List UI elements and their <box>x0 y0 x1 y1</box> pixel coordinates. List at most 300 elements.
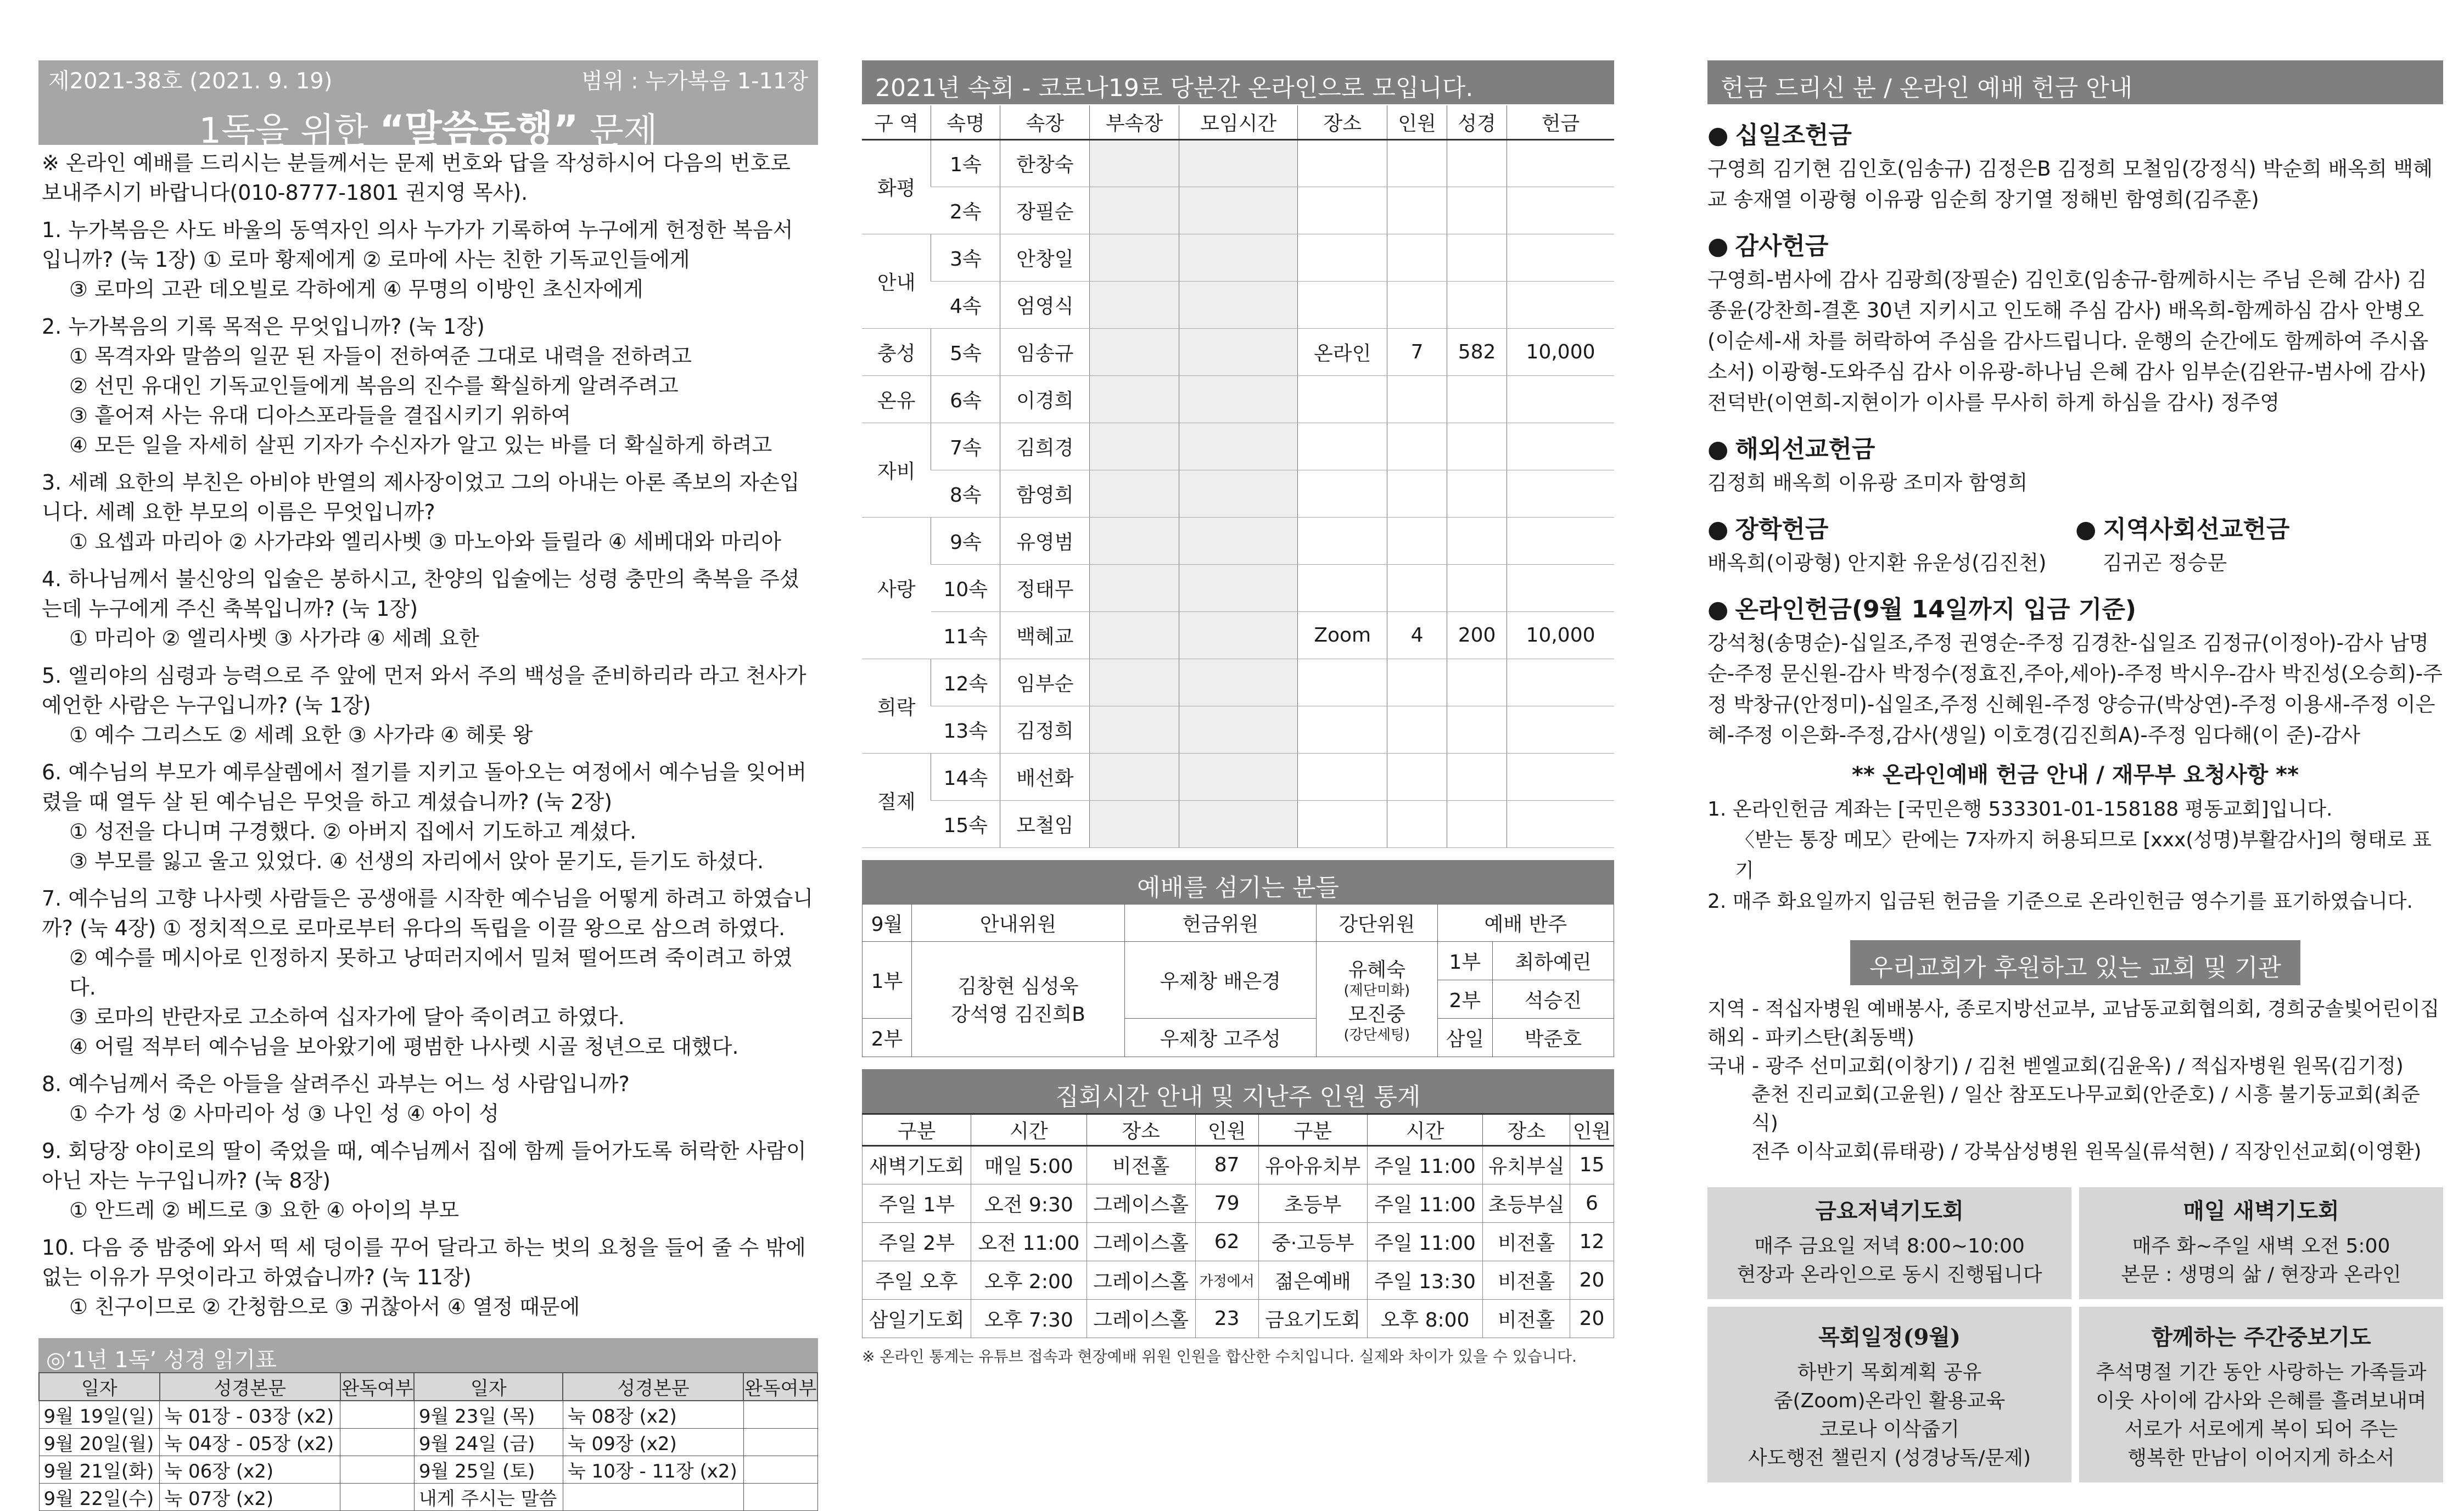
mission-heading: ● 해외선교헌금 <box>1707 429 2443 464</box>
servers-altar <box>1316 941 1437 1057</box>
quiz-body <box>38 145 818 1322</box>
sok-header-cell: 부속장 <box>1090 105 1179 139</box>
info-box-title: 매일 새벽기도회 <box>2183 1198 2339 1224</box>
stats-cell: 주일 11:00 <box>1367 1222 1482 1261</box>
sok-bible <box>1447 800 1507 847</box>
reading-row <box>39 1484 817 1511</box>
sok-row <box>862 281 1614 328</box>
stats-cell: 주일 11:00 <box>1367 1145 1482 1184</box>
sok-header-row <box>862 105 1614 139</box>
sok-time <box>1179 706 1297 753</box>
local-list: 김귀곤 정승문 <box>2103 551 2227 575</box>
reading-cell: 눅 09장 (x2) <box>563 1429 743 1456</box>
sok-leader: 한창숙 <box>1000 139 1090 187</box>
sok-place <box>1298 659 1387 706</box>
sok-subleader <box>1090 328 1179 375</box>
stats-cell: 비전홀 <box>1483 1222 1570 1261</box>
sok-place: Zoom <box>1298 611 1387 659</box>
sok-place <box>1298 423 1387 470</box>
reading-plan-table <box>38 1372 818 1511</box>
sok-banner: 2021년 속회 - 코로나19로 당분간 온라인으로 모입니다. <box>862 60 1614 104</box>
support-domestic-2: 춘천 진리교회(고윤원) / 일산 참포도나무교회(안준호) / 시흥 불기둥교회(최준식) <box>1751 1083 2420 1134</box>
stats-cell: 주일 13:30 <box>1367 1261 1482 1299</box>
sok-group-name: 자비 <box>862 423 931 517</box>
stats-cell: 62 <box>1195 1222 1258 1261</box>
info-box-line: 매주 화~주일 새벽 오전 5:00 <box>2132 1235 2390 1257</box>
sok-count <box>1387 659 1447 706</box>
sok-row <box>862 800 1614 847</box>
guide-line-1b: 〈받는 통장 메모〉란에는 7자까지 허용되므로 [xxx(성명)부활감사]의 형태로 표기 <box>1735 829 2432 882</box>
sok-subleader <box>1090 234 1179 281</box>
servers-part1: 1부 <box>863 941 912 1018</box>
question-option: ① 안드레 ② 베드로 ③ 요한 ④ 아이의 부모 <box>69 1198 460 1222</box>
question-option: ④ 어릴 적부터 예수님을 보아왔기에 평범한 나사렛 시골 청년으로 대했다. <box>69 1035 739 1059</box>
question-item <box>42 884 815 1061</box>
sok-number: 11속 <box>931 611 1000 659</box>
sok-place <box>1298 281 1387 328</box>
stats-row <box>863 1222 1614 1261</box>
reading-cell: 9월 19일(일) <box>39 1401 160 1429</box>
question-item <box>42 468 815 557</box>
info-box-line: 현장과 온라인으로 동시 진행됩니다 <box>1737 1263 2042 1286</box>
stats-cell: 매일 5:00 <box>971 1145 1087 1184</box>
guide-line-2: 2. 매주 화요일까지 입금된 헌금을 기준으로 온라인헌금 영수기를 표기하였습니다. <box>1707 890 2413 913</box>
stats-header-cell: 인원 <box>1195 1114 1258 1145</box>
reading-cell <box>743 1456 817 1484</box>
piano-part: 삼일 <box>1437 1018 1492 1057</box>
question-option: ① 수가 성 ② 사마리아 성 ③ 나인 성 ④ 아이 성 <box>69 1102 500 1126</box>
sok-group-name: 안내 <box>862 234 931 328</box>
stats-cell: 79 <box>1195 1184 1258 1222</box>
sok-place <box>1298 564 1387 611</box>
sok-subleader <box>1090 470 1179 517</box>
support-local: 지역 - 적십자병원 예배봉사, 종로지방선교부, 교남동교회협의회, 경희궁솔빛어린이집 <box>1707 998 2440 1020</box>
sok-column <box>862 60 1614 1367</box>
quiz-column <box>38 60 818 1511</box>
question-option: ① 요셉과 마리아 ② 사가랴와 엘리사벳 ③ 마노아와 들릴라 ④ 세베대와 마리아 <box>69 530 781 554</box>
mission-list: 김정희 배옥희 이유광 조미자 함영희 <box>1707 471 2028 495</box>
servers-title: 예배를 섬기는 분들 <box>862 860 1614 904</box>
sok-subleader <box>1090 517 1179 564</box>
info-box-line: 추석명절 기간 동안 사랑하는 가족들과 <box>2096 1361 2427 1384</box>
sok-leader: 이경희 <box>1000 375 1090 423</box>
piano-name: 최하예린 <box>1492 941 1614 980</box>
sok-row <box>862 611 1614 659</box>
question-option: ① 성전을 다니며 구경했다. ② 아버지 집에서 기도하고 계셨다. <box>69 819 637 844</box>
stats-cell: 오후 8:00 <box>1367 1299 1482 1338</box>
sok-row <box>862 753 1614 800</box>
tithe-heading: ● 십일조헌금 <box>1707 115 2443 150</box>
sok-place <box>1298 234 1387 281</box>
stats-cell: 그레이스홀 <box>1087 1222 1195 1261</box>
sok-group-name: 희락 <box>862 659 931 753</box>
sok-bible: 200 <box>1447 611 1507 659</box>
sok-header-cell: 성경 <box>1447 105 1507 139</box>
sok-row <box>862 234 1614 281</box>
reading-cell: 9월 20일(월) <box>39 1429 160 1456</box>
stats-row <box>863 1261 1614 1299</box>
servers-h-guide: 안내위원 <box>912 904 1125 941</box>
sok-header-cell: 헌금 <box>1507 105 1614 139</box>
sok-time <box>1179 564 1297 611</box>
sok-bible <box>1447 706 1507 753</box>
sok-offering <box>1507 564 1614 611</box>
offering-guide <box>1707 794 2443 917</box>
sok-place <box>1298 706 1387 753</box>
sok-time <box>1179 517 1297 564</box>
sok-bible <box>1447 281 1507 328</box>
reading-header-cell: 성경본문 <box>160 1373 340 1401</box>
sok-number: 9속 <box>931 517 1000 564</box>
quiz-range: 범위 : 누가복음 1-11장 <box>581 69 808 94</box>
info-box <box>1707 1307 2071 1482</box>
sok-count <box>1387 800 1447 847</box>
reading-cell: 눅 04장 - 05장 (x2) <box>160 1429 340 1456</box>
sok-bible: 582 <box>1447 328 1507 375</box>
reading-cell <box>340 1456 415 1484</box>
stats-cell: 삼일기도회 <box>863 1299 971 1338</box>
stats-cell: 15 <box>1570 1145 1614 1184</box>
sok-offering <box>1507 281 1614 328</box>
info-box <box>2079 1187 2443 1299</box>
sok-group-name: 온유 <box>862 375 931 423</box>
stats-cell: 6 <box>1570 1184 1614 1222</box>
servers-h-piano: 예배 반주 <box>1437 904 1614 941</box>
sok-offering <box>1507 753 1614 800</box>
sok-bible <box>1447 470 1507 517</box>
stats-title: 집회시간 안내 및 지난주 인원 통계 <box>862 1069 1614 1113</box>
stats-cell: 12 <box>1570 1222 1614 1261</box>
sok-leader: 김희경 <box>1000 423 1090 470</box>
scholar-heading: ● 장학헌금 <box>1707 509 2075 544</box>
sok-bible <box>1447 139 1507 187</box>
question-option: ③ 로마의 반란자로 고소하여 십자가에 달아 죽이려고 하였다. <box>69 1005 625 1029</box>
sok-subleader <box>1090 139 1179 187</box>
info-box <box>2079 1307 2443 1482</box>
sok-number: 12속 <box>931 659 1000 706</box>
stats-cell: 87 <box>1195 1145 1258 1184</box>
offer-1: 우제창 배은경 <box>1124 941 1316 1018</box>
sok-leader: 임송규 <box>1000 328 1090 375</box>
stats-cell: 주일 오후 <box>863 1261 971 1299</box>
sok-count <box>1387 753 1447 800</box>
stats-cell: 주일 11:00 <box>1367 1184 1482 1222</box>
sok-time <box>1179 234 1297 281</box>
reading-cell: 내게 주시는 말씀 <box>414 1484 563 1511</box>
question-text: 6. 예수님의 부모가 예루살렘에서 절기를 지키고 돌아오는 여정에서 예수님을 잊어버렸을 때 열두 살 된 예수님은 무엇을 하고 계셨습니까? (눅 2장) <box>42 760 807 814</box>
sok-row <box>862 706 1614 753</box>
sok-place <box>1298 800 1387 847</box>
question-list <box>42 215 815 1322</box>
sok-count <box>1387 517 1447 564</box>
sok-number: 7속 <box>931 423 1000 470</box>
sok-count: 7 <box>1387 328 1447 375</box>
sok-offering <box>1507 187 1614 234</box>
sok-row <box>862 517 1614 564</box>
sok-number: 3속 <box>931 234 1000 281</box>
sok-offering <box>1507 659 1614 706</box>
reading-header-row <box>39 1373 817 1401</box>
reading-cell <box>743 1401 817 1429</box>
quiz-header <box>38 60 818 96</box>
sok-leader: 모철임 <box>1000 800 1090 847</box>
stats-cell: 젊은예배 <box>1258 1261 1367 1299</box>
sok-time <box>1179 800 1297 847</box>
offering-banner: 헌금 드리신 분 / 온라인 예배 헌금 안내 <box>1707 60 2443 104</box>
reading-cell: 눅 10장 - 11장 (x2) <box>563 1456 743 1484</box>
sok-bible <box>1447 234 1507 281</box>
stats-header-cell: 인원 <box>1570 1114 1614 1145</box>
sok-offering: 10,000 <box>1507 328 1614 375</box>
stats-note: ※ 온라인 통계는 유튜브 접속과 현장예배 위원 인원을 합산한 수치입니다. 실제와 차이가 있을 수 있습니다. <box>862 1347 1577 1366</box>
reading-header-cell: 일자 <box>39 1373 160 1401</box>
sok-header-cell: 인원 <box>1387 105 1447 139</box>
question-option: ① 친구이므로 ② 간청함으로 ③ 귀찮아서 ④ 열정 때문에 <box>69 1295 580 1319</box>
sok-row <box>862 139 1614 187</box>
sok-bible <box>1447 517 1507 564</box>
question-option: ① 예수 그리스도 ② 세례 요한 ③ 사가랴 ④ 헤롯 왕 <box>69 723 533 747</box>
sok-time <box>1179 470 1297 517</box>
sok-subleader <box>1090 564 1179 611</box>
sok-count <box>1387 564 1447 611</box>
stats-cell: 주일 1부 <box>863 1184 971 1222</box>
sok-time <box>1179 659 1297 706</box>
sok-count <box>1387 187 1447 234</box>
reading-cell: 눅 08장 (x2) <box>563 1401 743 1429</box>
online-heading: ● 온라인헌금(9월 14일까지 입금 기준) <box>1707 589 2443 625</box>
question-item <box>42 215 815 304</box>
reading-cell <box>743 1429 817 1456</box>
reading-row <box>39 1429 817 1456</box>
support-banner: 우리교회가 후원하고 있는 교회 및 기관 <box>1850 940 2300 985</box>
question-text: 8. 예수님께서 죽은 아들을 살려주신 과부는 어느 성 사람입니까? <box>42 1072 630 1096</box>
stats-header-cell: 구분 <box>1258 1114 1367 1145</box>
info-box-line: 매주 금요일 저녁 8:00~10:00 <box>1754 1235 2025 1257</box>
sok-time <box>1179 611 1297 659</box>
support-list <box>1707 995 2443 1166</box>
sok-time <box>1179 753 1297 800</box>
reading-cell <box>563 1484 743 1511</box>
servers-h-month: 9월 <box>863 904 912 941</box>
sok-leader: 임부순 <box>1000 659 1090 706</box>
question-option: ③ 흩어져 사는 유대 디아스포라들을 결집시키기 위하여 <box>69 403 572 428</box>
issue-number: 제2021-38호 (2021. 9. 19) <box>48 69 333 94</box>
stats-cell: 오전 11:00 <box>971 1222 1087 1261</box>
sok-header-cell: 속명 <box>931 105 1000 139</box>
reading-cell: 9월 25일 (토) <box>414 1456 563 1484</box>
question-item <box>42 312 815 460</box>
stats-cell: 유치부실 <box>1483 1145 1570 1184</box>
altar-1: 유혜숙 <box>1348 959 1405 981</box>
question-option: ④ 모든 일을 자세히 살핀 기자가 수신자가 알고 있는 바를 더 확실하게 하려고 <box>69 433 772 457</box>
sok-offering <box>1507 517 1614 564</box>
sok-header-cell: 모임시간 <box>1179 105 1297 139</box>
sok-number: 15속 <box>931 800 1000 847</box>
sok-subleader <box>1090 800 1179 847</box>
sok-row <box>862 659 1614 706</box>
sok-table <box>862 105 1614 848</box>
reading-row <box>39 1401 817 1429</box>
piano-name: 박준호 <box>1492 1018 1614 1057</box>
sok-place <box>1298 187 1387 234</box>
guide-line-1: 1. 온라인헌금 계좌는 [국민은행 533301-01-158188 평동교회]입니다. <box>1707 798 2333 821</box>
info-box-title: 함께하는 주간중보기도 <box>2151 1324 2371 1350</box>
sok-row <box>862 470 1614 517</box>
sok-bible <box>1447 187 1507 234</box>
sok-bible <box>1447 423 1507 470</box>
info-box <box>1707 1187 2071 1299</box>
quiz-title-post: 문제 <box>589 111 658 151</box>
sok-place <box>1298 517 1387 564</box>
sok-count <box>1387 281 1447 328</box>
stats-table <box>862 1113 1614 1338</box>
question-option: ② 선민 유대인 기독교인들에게 복음의 진수를 확실하게 알려주려고 <box>69 374 679 398</box>
scholar-local-row <box>1707 498 2443 578</box>
stats-cell: 주일 2부 <box>863 1222 971 1261</box>
sok-number: 13속 <box>931 706 1000 753</box>
question-item <box>42 661 815 750</box>
sok-subleader <box>1090 375 1179 423</box>
question-text: 5. 엘리야의 심령과 능력으로 주 앞에 먼저 와서 주의 백성을 준비하리라 라고 천사가 예언한 사람은 누구입니까? (눅 1장) <box>42 664 807 717</box>
reading-header-cell: 완독여부 <box>743 1373 817 1401</box>
sok-count <box>1387 234 1447 281</box>
sok-number: 5속 <box>931 328 1000 375</box>
sok-place <box>1298 375 1387 423</box>
sok-count <box>1387 423 1447 470</box>
reading-cell <box>340 1429 415 1456</box>
sok-leader: 김정희 <box>1000 706 1090 753</box>
sok-subleader <box>1090 753 1179 800</box>
sok-row <box>862 564 1614 611</box>
stats-cell: 23 <box>1195 1299 1258 1338</box>
sok-leader: 백혜교 <box>1000 611 1090 659</box>
question-text: 4. 하나님께서 불신앙의 입술은 봉하시고, 찬양의 입술에는 성령 충만의 축복을 주셨는데 누구에게 주신 축복입니까? (눅 1장) <box>42 567 800 621</box>
sok-time <box>1179 328 1297 375</box>
sok-leader: 안창일 <box>1000 234 1090 281</box>
reading-cell: 9월 22일(수) <box>39 1484 160 1511</box>
stats-cell: 그레이스홀 <box>1087 1184 1195 1222</box>
sok-offering <box>1507 375 1614 423</box>
sok-leader: 배선화 <box>1000 753 1090 800</box>
sok-subleader <box>1090 706 1179 753</box>
sok-group-name: 사랑 <box>862 517 931 659</box>
sok-count <box>1387 375 1447 423</box>
stats-cell: 비전홀 <box>1483 1299 1570 1338</box>
sok-number: 4속 <box>931 281 1000 328</box>
sok-place <box>1298 139 1387 187</box>
reading-header-cell: 성경본문 <box>563 1373 743 1401</box>
sok-offering: 10,000 <box>1507 611 1614 659</box>
question-option: ① 목격자와 말씀의 일꾼 된 자들이 전하여준 그대로 내력을 전하려고 <box>69 344 692 368</box>
servers-part2: 2부 <box>863 1018 912 1057</box>
sok-leader: 정태무 <box>1000 564 1090 611</box>
sok-place <box>1298 753 1387 800</box>
sok-bible <box>1447 659 1507 706</box>
info-box-title: 금요저녁기도회 <box>1815 1198 1964 1224</box>
stats-cell: 초등부실 <box>1483 1184 1570 1222</box>
reading-cell <box>340 1401 415 1429</box>
offer-2: 우제창 고주성 <box>1124 1018 1316 1057</box>
sok-place: 온라인 <box>1298 328 1387 375</box>
reading-header-cell: 완독여부 <box>340 1373 415 1401</box>
sok-time <box>1179 139 1297 187</box>
sok-number: 14속 <box>931 753 1000 800</box>
sok-group-name: 절제 <box>862 753 931 847</box>
stats-cell: 오후 2:00 <box>971 1261 1087 1299</box>
stats-row <box>863 1184 1614 1222</box>
guide-2: 강석영 김진희B <box>951 1003 1085 1026</box>
sok-header-cell: 구 역 <box>862 105 931 139</box>
info-box-line: 서로가 서로에게 복이 되어 주는 <box>2124 1418 2398 1441</box>
stats-row <box>863 1145 1614 1184</box>
question-text: 10. 다음 중 밤중에 와서 떡 세 덩이를 꾸어 달라고 하는 벗의 요청을 들어 줄 수 밖에 없는 이유가 무엇이라고 하였습니까? (눅 11장) <box>42 1235 806 1289</box>
quiz-title-pre: 1독을 위한 <box>199 111 368 151</box>
sok-offering <box>1507 706 1614 753</box>
support-domestic-3: 전주 이삭교회(류태광) / 강북삼성병원 원목실(류석현) / 직장인선교회(이영환) <box>1751 1141 2422 1163</box>
stats-cell: 비전홀 <box>1087 1145 1195 1184</box>
altar-2-sub: (강단세팅) <box>1343 1027 1410 1043</box>
sok-time <box>1179 375 1297 423</box>
quiz-title <box>38 96 818 152</box>
servers-guides <box>912 941 1125 1057</box>
support-overseas: 해외 - 파키스탄(최동백) <box>1707 1026 1914 1049</box>
sok-leader: 함영희 <box>1000 470 1090 517</box>
sok-bible <box>1447 753 1507 800</box>
reading-cell <box>340 1484 415 1511</box>
sok-time <box>1179 423 1297 470</box>
sok-count <box>1387 470 1447 517</box>
stats-cell: 중·고등부 <box>1258 1222 1367 1261</box>
question-item <box>42 1069 815 1128</box>
sok-offering <box>1507 800 1614 847</box>
reading-cell <box>743 1484 817 1511</box>
sok-bible <box>1447 564 1507 611</box>
sok-number: 6속 <box>931 375 1000 423</box>
sok-row <box>862 187 1614 234</box>
sok-header-cell: 장소 <box>1298 105 1387 139</box>
quiz-title-bold: “말씀동행” <box>379 107 579 152</box>
sok-time <box>1179 187 1297 234</box>
stats-cell: 유아유치부 <box>1258 1145 1367 1184</box>
question-option: ③ 로마의 고관 데오빌로 각하에게 ④ 무명의 이방인 초신자에게 <box>69 277 643 301</box>
stats-cell: 오후 7:30 <box>971 1299 1087 1338</box>
question-text: 9. 회당장 야이로의 딸이 죽었을 때, 예수님께서 집에 함께 들어가도록 허락한 사람이 아닌 자는 누구입니까? (눅 8장) <box>42 1139 807 1193</box>
tithe-list: 구영희 김기현 김인호(임송규) 김정은B 김정희 모철임(강정식) 박순희 배옥희 백혜교 송재열 이광형 이유광 임순희 장기열 정해빈 함영희(김주훈) <box>1707 157 2433 211</box>
sok-number: 10속 <box>931 564 1000 611</box>
info-box-title: 목회일정(9월) <box>1818 1324 1961 1350</box>
sok-leader: 엄영식 <box>1000 281 1090 328</box>
info-boxes <box>1707 1187 2443 1482</box>
sok-group-name: 화평 <box>862 139 931 234</box>
local-heading: ● 지역사회선교헌금 <box>2075 509 2443 544</box>
question-option: ② 예수를 메시아로 인정하지 못하고 낭떠러지에서 밀쳐 떨어뜨려 죽이려고 하였다. <box>69 946 793 999</box>
piano-name: 석승진 <box>1492 980 1614 1018</box>
sok-time <box>1179 281 1297 328</box>
question-text: 1. 누가복음은 사도 바울의 동역자인 의사 누가가 기록하여 누구에게 헌정한 복음서 입니까? (눅 1장) ① 로마 황제에게 ② 로마에 사는 친한 기독교인들에게 <box>42 218 793 272</box>
sok-offering <box>1507 234 1614 281</box>
stats-header-cell: 시간 <box>971 1114 1087 1145</box>
servers-table <box>862 904 1614 1057</box>
offering-column <box>1707 60 2443 1482</box>
info-box-line: 코로나 이삭줍기 <box>1819 1418 1959 1441</box>
quiz-intro: ※ 온라인 예배를 드리시는 분들께서는 문제 번호와 답을 작성하시어 다음의 번호로 보내주시기 바랍니다(010-8777-1801 권지영 목사). <box>42 151 791 205</box>
sok-offering <box>1507 139 1614 187</box>
sok-subleader <box>1090 611 1179 659</box>
sok-subleader <box>1090 659 1179 706</box>
sok-leader: 장필순 <box>1000 187 1090 234</box>
reading-header-cell: 일자 <box>414 1373 563 1401</box>
stats-cell: 오전 9:30 <box>971 1184 1087 1222</box>
